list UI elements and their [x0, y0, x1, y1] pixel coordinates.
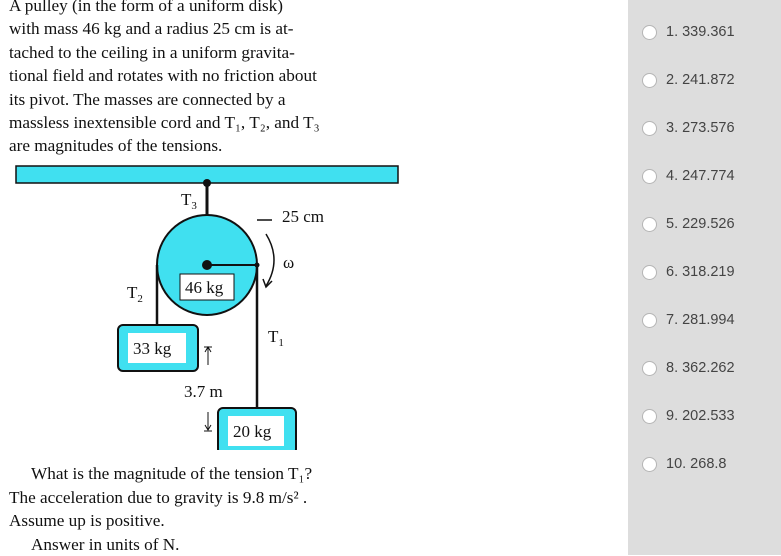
radio-button[interactable]	[642, 169, 657, 184]
choice-label: 10. 268.8	[666, 456, 726, 472]
question-line: Answer in units of N.	[9, 533, 419, 556]
radius-label: 25 cm	[282, 207, 324, 226]
choice-label: 6. 318.219	[666, 264, 735, 280]
problem-line: its pivot. The masses are connected by a	[9, 88, 409, 111]
choice-5[interactable]	[642, 214, 735, 234]
question-line: What is the magnitude of the tension T₁?	[9, 462, 419, 486]
problem-line: A pulley (in the form of a uniform disk)	[9, 0, 409, 17]
radio-button[interactable]	[642, 457, 657, 472]
choice-1[interactable]	[642, 22, 735, 42]
t2-label: $T_2$	[127, 283, 143, 305]
radio-button[interactable]	[642, 121, 657, 136]
choice-label: 8. 362.262	[666, 360, 735, 376]
question-line: Assume up is positive.	[9, 509, 419, 533]
question	[9, 462, 419, 556]
choice-label: 5. 229.526	[666, 216, 735, 232]
answer-choices	[628, 0, 781, 555]
problem-line: with mass 46 kg and a radius 25 cm is at-	[9, 17, 409, 40]
choice-2[interactable]	[642, 70, 735, 90]
separation-label: 3.7 m	[184, 382, 223, 401]
choice-label: 1. 339.361	[666, 24, 735, 40]
problem-statement	[9, 0, 409, 158]
choice-4[interactable]	[642, 166, 735, 186]
radio-button[interactable]	[642, 409, 657, 424]
choice-label: 2. 241.872	[666, 72, 735, 88]
radio-button[interactable]	[642, 73, 657, 88]
radio-button[interactable]	[642, 25, 657, 40]
choice-label: 3. 273.576	[666, 120, 735, 136]
t1-label: $T_1$	[268, 327, 284, 349]
pulley-diagram	[0, 160, 420, 450]
problem-line: massless inextensible cord and T₁, T₂, and T₃	[9, 111, 409, 134]
choice-label: 4. 247.774	[666, 168, 735, 184]
choice-label: 9. 202.533	[666, 408, 735, 424]
choice-9[interactable]	[642, 406, 735, 426]
choice-10[interactable]	[642, 454, 726, 474]
choice-6[interactable]	[642, 262, 735, 282]
t3-label: $T_3$	[181, 190, 197, 212]
radio-button[interactable]	[642, 361, 657, 376]
choice-8[interactable]	[642, 358, 735, 378]
choice-3[interactable]	[642, 118, 735, 138]
problem-line: tached to the ceiling in a uniform gravita-	[9, 41, 409, 64]
left-mass-label: 33 kg	[133, 339, 172, 358]
choice-label: 7. 281.994	[666, 312, 735, 328]
question-line: The acceleration due to gravity is 9.8 m/s² .	[9, 486, 419, 510]
rod-top-dot	[203, 179, 211, 187]
rotation-arrow	[266, 234, 274, 286]
radio-button[interactable]	[642, 217, 657, 232]
choice-7[interactable]	[642, 310, 735, 330]
omega-label: ω	[283, 253, 294, 272]
radio-button[interactable]	[642, 313, 657, 328]
problem-line: are magnitudes of the tensions.	[9, 134, 409, 157]
problem-line: tional field and rotates with no friction about	[9, 64, 409, 87]
pulley-mass-label: 46 kg	[185, 278, 224, 297]
right-mass-label: 20 kg	[233, 422, 272, 441]
radio-button[interactable]	[642, 265, 657, 280]
